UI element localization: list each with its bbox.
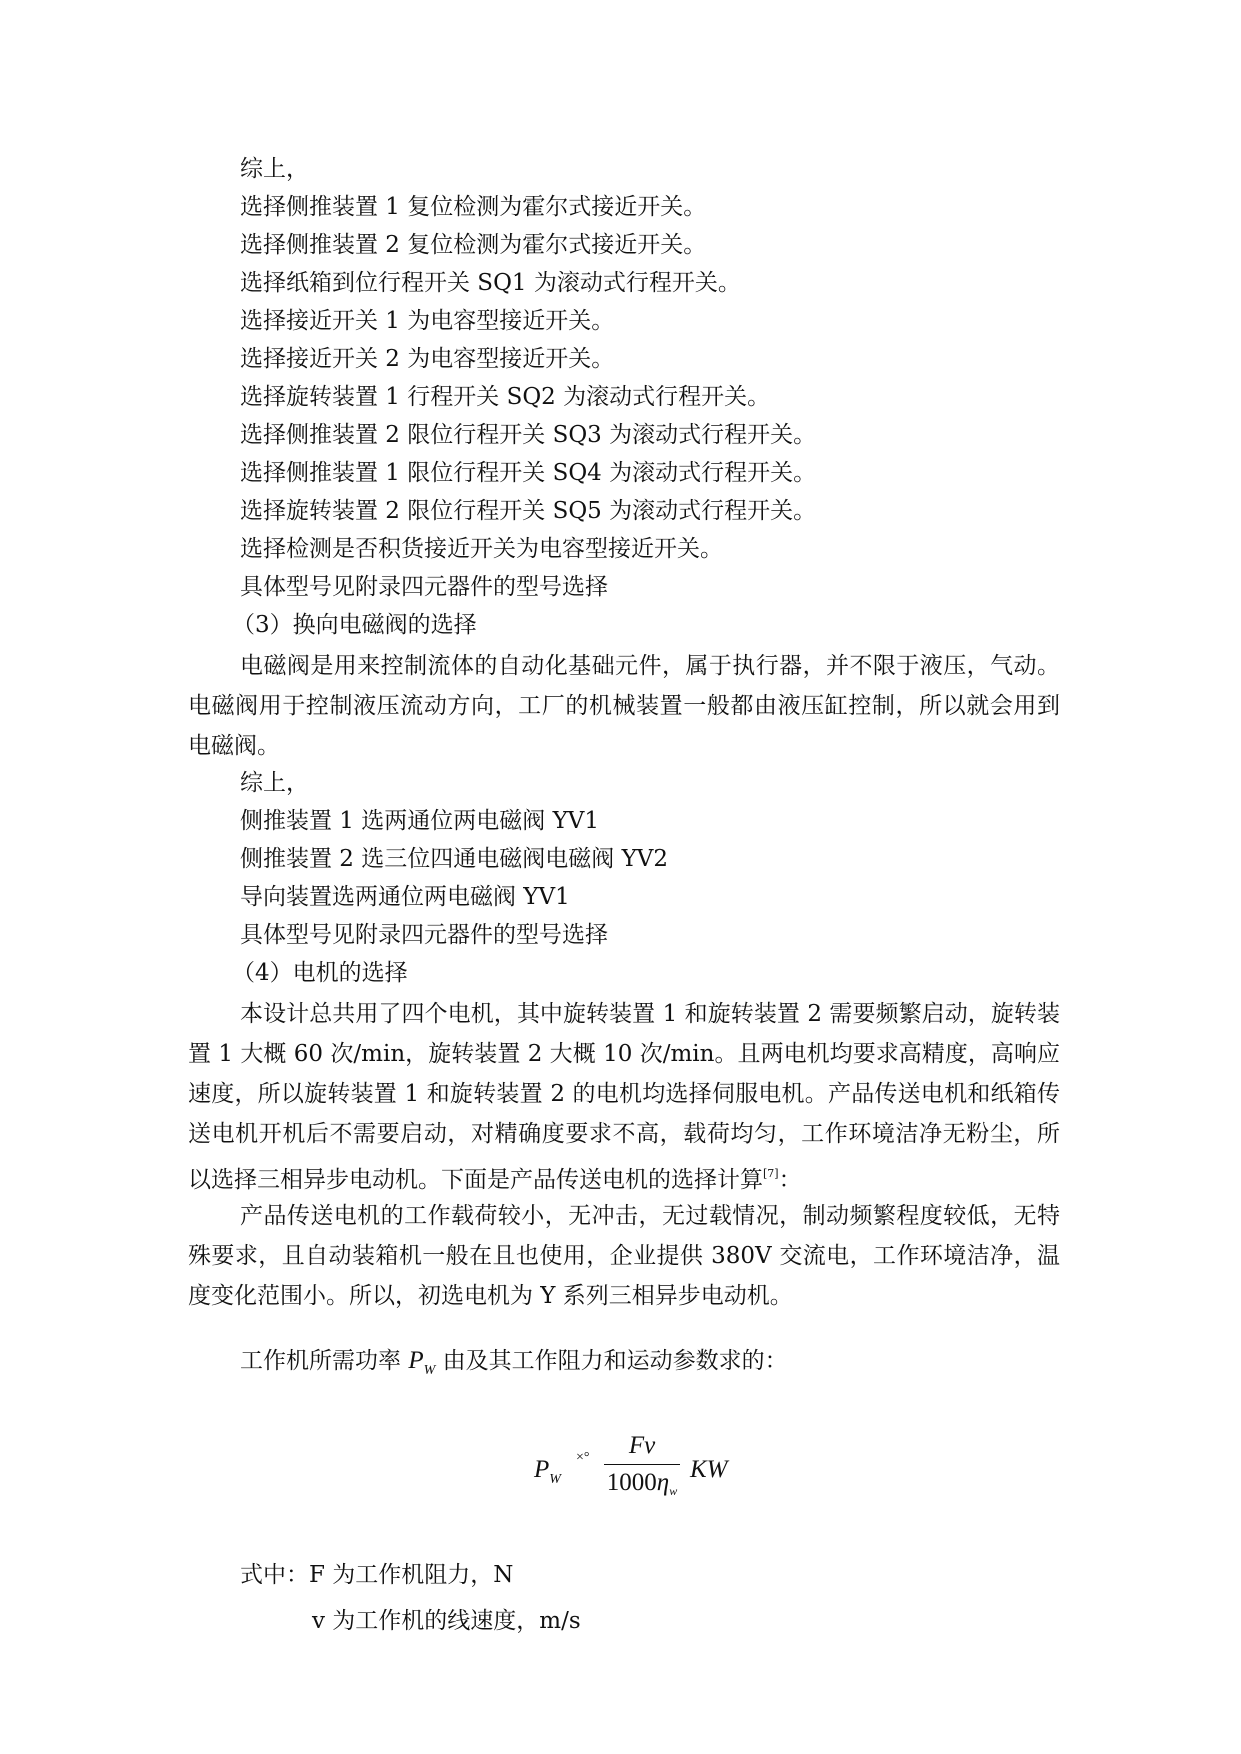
- formula-lhs: [534, 1456, 561, 1487]
- fraction-bar: [604, 1464, 680, 1465]
- formula-relation: ×°: [576, 1450, 590, 1465]
- formula-lhs-subscript: W: [549, 1472, 561, 1487]
- section-paragraph: [188, 994, 1060, 1200]
- formula-denominator: [604, 1467, 680, 1499]
- selection-item: 选择接近开关 1 为电容型接近开关。: [240, 308, 615, 334]
- selection-item: 选择侧推装置 2 复位检测为霍尔式接近开关。: [240, 232, 707, 258]
- formula-fraction: [604, 1430, 680, 1499]
- section-paragraph: [188, 1196, 1060, 1316]
- selection-item: 选择旋转装置 1 行程开关 SQ2 为滚动式行程开关。: [240, 384, 771, 410]
- power-subscript: W: [423, 1363, 436, 1378]
- citation: [7]: [763, 1167, 779, 1180]
- power-formula: [520, 1430, 780, 1510]
- formula-lhs-symbol: P: [534, 1456, 550, 1483]
- power-text-after: 由及其工作阻力和运动参数求的：: [435, 1348, 788, 1374]
- motor-paragraph-end: ：: [778, 1167, 802, 1193]
- motor-paragraph: [188, 994, 1060, 1200]
- denominator-symbol: η: [656, 1469, 670, 1496]
- conveyor-motor-paragraph: 产品传送电机的工作载荷较小，无冲击，无过载情况，制动频繁程度较低，无特殊要求，且自动装箱机一般在且也使用，企业提供 380V 交流电，工作环境洁净，温度变化范围小。所以，初选电机为 Y 系列三相异步电动机。: [188, 1203, 1060, 1309]
- where-item: v 为工作机的线速度，m/s: [312, 1608, 581, 1634]
- section-heading-3: （3）换向电磁阀的选择: [232, 612, 477, 638]
- selection-item: 选择旋转装置 2 限位行程开关 SQ5 为滚动式行程开关。: [240, 498, 817, 524]
- where-line: [240, 1560, 513, 1590]
- denominator-number: 1000: [606, 1469, 657, 1496]
- selection-item: 选择检测是否积货接近开关为电容型接近开关。: [240, 536, 723, 562]
- formula-unit: KW: [690, 1456, 728, 1483]
- selection-item: 选择接近开关 2 为电容型接近开关。: [240, 346, 615, 372]
- denominator-subscript: w: [669, 1484, 678, 1498]
- valve-item: 具体型号见附录四元器件的型号选择: [240, 922, 608, 948]
- motor-paragraph-text: 本设计总共用了四个电机，其中旋转装置 1 和旋转装置 2 需要频繁启动，旋转装置 1 大概 60 次/min，旋转装置 2 大概 10 次/min。且两电机均要求高精度，高响应速度，所以旋转装置 1 和旋转装置 2 的电机均选择伺服电机。产品传送电机和纸箱传送电机开机后不需要启动，对精确度要求不高，载荷均匀，工作环境洁净无粉尘，所以选择三相异步电动机。下面是产品传送电机的选择计算: [188, 1001, 1060, 1193]
- selection-item: 选择纸箱到位行程开关 SQ1 为滚动式行程开关。: [240, 270, 741, 296]
- selection-item: 选择侧推装置 1 复位检测为霍尔式接近开关。: [240, 194, 707, 220]
- formula-numerator: Fv: [628, 1432, 656, 1459]
- valve-item: 导向装置选两通位两电磁阀 YV1: [240, 884, 570, 910]
- summary-label-1: 综上，: [240, 156, 309, 182]
- valve-item: 侧推装置 2 选三位四通电磁阀电磁阀 YV2: [240, 846, 668, 872]
- selection-item: 选择侧推装置 2 限位行程开关 SQ3 为滚动式行程开关。: [240, 422, 817, 448]
- power-intro-line: [240, 1346, 788, 1380]
- where-item: F 为工作机阻力，N: [309, 1562, 514, 1588]
- solenoid-paragraph: 电磁阀是用来控制流体的自动化基础元件，属于执行器，并不限于液压，气动。电磁阀用于控制液压流动方向，工厂的机械装置一般都由液压缸控制，所以就会用到电磁阀。: [188, 653, 1060, 759]
- section-heading-4: （4）电机的选择: [232, 960, 408, 986]
- where-label: 式中：: [240, 1562, 309, 1588]
- summary-label-2: 综上，: [240, 770, 309, 796]
- section-paragraph: [188, 646, 1060, 766]
- power-symbol: P: [408, 1347, 424, 1374]
- selection-item: 具体型号见附录四元器件的型号选择: [240, 574, 608, 600]
- valve-item: 侧推装置 1 选两通位两电磁阀 YV1: [240, 808, 599, 834]
- selection-item: 选择侧推装置 1 限位行程开关 SQ4 为滚动式行程开关。: [240, 460, 817, 486]
- power-text-before: 工作机所需功率: [240, 1348, 409, 1374]
